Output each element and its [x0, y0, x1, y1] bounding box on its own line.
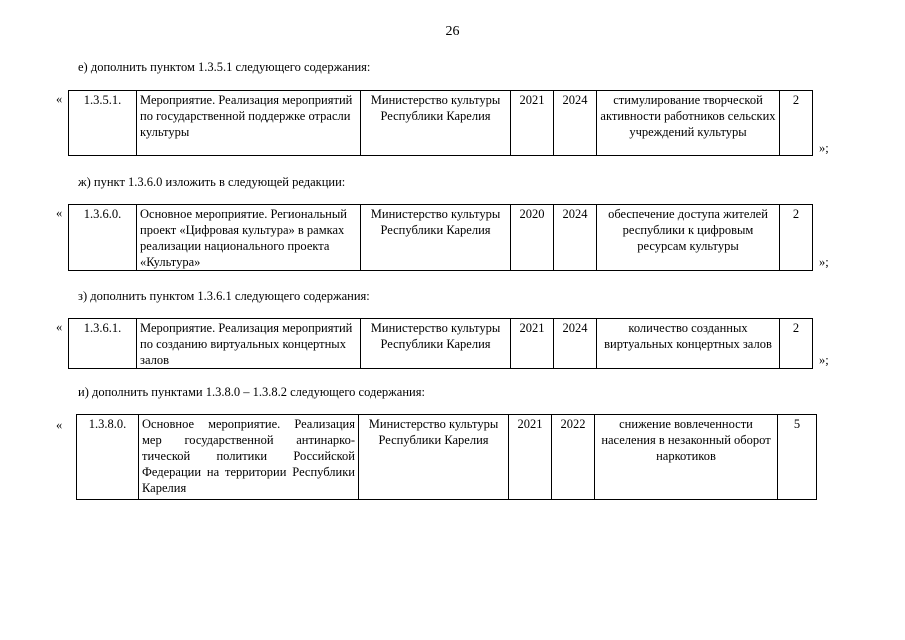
program-table-row	[68, 204, 813, 271]
row-year-end: 2024	[554, 319, 597, 369]
row-year-start: 2020	[511, 205, 554, 271]
row-executor: Министерство культуры Республики Карелия	[361, 205, 511, 271]
section-intro: з) дополнить пунктом 1.3.6.1 следующего содержания:	[78, 289, 370, 303]
row-num: 5	[778, 415, 817, 500]
row-year-end: 2024	[554, 91, 597, 156]
quote-open: «	[56, 320, 63, 334]
row-indicator: обеспечение доступа жителей республики к цифровым ресурсам культуры	[597, 205, 780, 271]
section-intro: ж) пункт 1.3.6.0 изложить в следующей редакции:	[78, 175, 346, 189]
quote-open: «	[56, 206, 63, 220]
quote-open: «	[56, 418, 63, 432]
row-year-end: 2022	[552, 415, 595, 500]
quote-close: »;	[819, 255, 829, 269]
row-event: Мероприятие. Реализация мероприятий по государственной поддержке отрасли культуры	[137, 91, 361, 156]
section-intro: и) дополнить пунктами 1.3.8.0 – 1.3.8.2 следующего содержания:	[78, 385, 425, 399]
page-number: 26	[445, 24, 460, 39]
row-num: 2	[780, 319, 813, 369]
quote-close: »;	[819, 353, 829, 367]
row-num: 2	[780, 205, 813, 271]
row-event: Основное мероприятие. Региональный проект «Цифровая культура» в рамках реализации национального проекта «Культура»	[137, 205, 361, 271]
row-event: Основное мероприятие. Реализация мер государственной антинарко-тической политики Российской Федерации на территории Республики Карелия	[139, 415, 359, 500]
row-indicator: стимулирование творческой активности работников сельских учреждений культуры	[597, 91, 780, 156]
row-year-start: 2021	[509, 415, 552, 500]
program-table-row	[76, 414, 817, 500]
row-executor: Министерство культуры Республики Карелия	[361, 319, 511, 369]
quote-open: «	[56, 92, 63, 106]
row-code: 1.3.6.1.	[69, 319, 137, 369]
row-year-end: 2024	[554, 205, 597, 271]
row-num: 2	[780, 91, 813, 156]
quote-close: »;	[819, 141, 829, 155]
row-code: 1.3.6.0.	[69, 205, 137, 271]
row-code: 1.3.5.1.	[69, 91, 137, 156]
row-year-start: 2021	[511, 91, 554, 156]
row-indicator: снижение вовлеченности населения в незаконный оборот наркотиков	[595, 415, 778, 500]
program-table-row	[68, 318, 813, 369]
row-code: 1.3.8.0.	[77, 415, 139, 500]
section-intro: е) дополнить пунктом 1.3.5.1 следующего содержания:	[78, 60, 371, 74]
row-indicator: количество созданных виртуальных концертных залов	[597, 319, 780, 369]
program-table-row	[68, 90, 813, 156]
row-executor: Министерство культуры Республики Карелия	[359, 415, 509, 500]
row-event: Мероприятие. Реализация мероприятий по созданию виртуальных концертных залов	[137, 319, 361, 369]
row-year-start: 2021	[511, 319, 554, 369]
row-executor: Министерство культуры Республики Карелия	[361, 91, 511, 156]
